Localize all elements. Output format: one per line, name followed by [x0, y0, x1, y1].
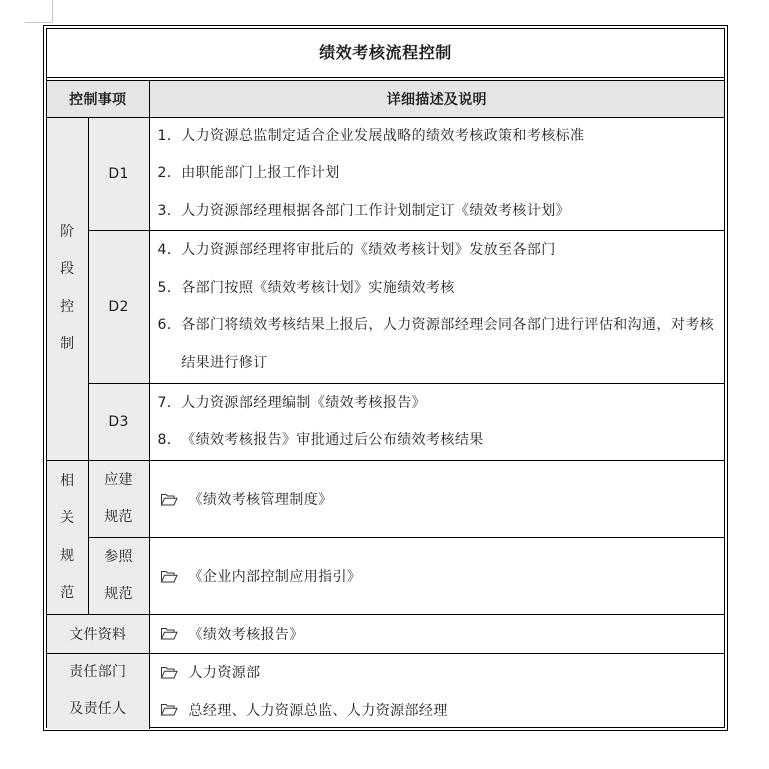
norm-type-label-line: 规范: [104, 586, 133, 602]
stage-control-label-char: 控: [60, 298, 75, 315]
step-item: [158, 270, 719, 308]
stage-control-label-char: 阶: [60, 223, 75, 240]
norm-type-label-line: 参照: [104, 548, 133, 565]
responsible-entry: [158, 691, 719, 729]
norm-detail[interactable]: [149, 461, 724, 538]
stage-detail-d2[interactable]: [149, 231, 724, 384]
responsibility-detail[interactable]: [149, 653, 724, 729]
control-table-body: [47, 81, 724, 729]
related-norms-label-char: 规: [60, 547, 75, 564]
stage-code-d1[interactable]: D1: [88, 117, 149, 231]
process-control-table: [43, 25, 728, 731]
documents-detail[interactable]: [149, 615, 724, 654]
stage-code-d2[interactable]: D2: [88, 231, 149, 384]
step-item: [158, 193, 719, 231]
stage-detail-d3[interactable]: [149, 384, 724, 461]
folder-icon: [158, 493, 189, 506]
header-control-item[interactable]: 控制事项: [47, 81, 149, 117]
step-item: [158, 155, 719, 193]
stage-row-d1: [47, 117, 724, 231]
documents-row: [47, 615, 724, 654]
related-norms-label-char: 关: [60, 510, 75, 526]
folder-icon: [158, 666, 189, 679]
step-number: 4．: [157, 242, 182, 258]
step-text: 人力资源部经理编制《绩效考核报告》: [181, 394, 427, 411]
norm-entry: [158, 557, 719, 595]
norm-type-label[interactable]: [88, 538, 149, 615]
header-row: [47, 81, 724, 117]
stage-control-label[interactable]: [47, 117, 88, 461]
responsible-entry: [158, 654, 719, 692]
step-text: 由职能部门上报工作计划: [181, 165, 340, 181]
stage-control-label-char: 制: [60, 336, 75, 353]
step-text: 人力资源部经理根据各部门工作计划制定订《绩效考核计划》: [181, 202, 571, 219]
responsibility-row: [47, 653, 724, 729]
related-norms-label-char: 范: [60, 585, 75, 601]
norm-type-label[interactable]: [88, 461, 149, 538]
folder-icon: [158, 570, 189, 583]
step-text: 各部门按照《绩效考核计划》实施绩效考核: [181, 279, 455, 296]
stage-row-d2: [47, 231, 724, 384]
step-number: 8．: [157, 432, 182, 448]
step-item: [158, 307, 719, 382]
step-text: 人力资源部经理将审批后的《绩效考核计划》发放至各部门: [181, 242, 556, 258]
step-number: 3．: [157, 202, 182, 219]
step-number: 5．: [157, 279, 182, 296]
norm-entry-text: 《绩效考核管理制度》: [188, 492, 333, 508]
folder-icon: [158, 703, 189, 716]
folder-icon: [158, 627, 189, 640]
responsibility-label[interactable]: [47, 653, 149, 729]
responsible-entry-text: 人力资源部: [188, 665, 261, 682]
document-entry: [158, 615, 719, 653]
step-item: [158, 385, 719, 423]
header-detail[interactable]: 详细描述及说明: [149, 81, 724, 117]
norm-row-to-build: [47, 461, 724, 538]
responsible-entry-text: 总经理、人力资源总监、人力资源部经理: [188, 702, 448, 719]
stage-detail-d1[interactable]: [149, 117, 724, 231]
norm-type-label-line: 规范: [104, 509, 133, 525]
norm-type-label-line: 应建: [104, 471, 133, 488]
responsibility-label-line: 责任部门: [69, 663, 127, 680]
table-title[interactable]: 绩效考核流程控制: [47, 29, 724, 81]
step-item: [158, 118, 719, 156]
step-text: 各部门将绩效考核结果上报后，人力资源部经理会同各部门进行评估和沟通，对考核结果进行修订: [181, 317, 715, 371]
step-text: 《绩效考核报告》审批通过后公布绩效考核结果: [181, 432, 484, 448]
page-corner-mark-horizontal: [25, 22, 52, 23]
norm-entry-text: 《企业内部控制应用指引》: [188, 569, 362, 585]
document-entry-text: 《绩效考核报告》: [188, 626, 304, 643]
norm-detail[interactable]: [149, 538, 724, 615]
stage-control-label-char: 段: [60, 261, 75, 278]
step-item: [158, 422, 719, 460]
norm-entry: [158, 480, 719, 518]
step-number: 6．: [157, 317, 182, 333]
step-number: 2．: [157, 165, 182, 181]
step-item: [158, 232, 719, 270]
documents-label[interactable]: 文件资料: [47, 615, 149, 654]
responsibility-label-line: 及责任人: [69, 701, 127, 717]
step-number: 7．: [157, 394, 182, 411]
stage-row-d3: [47, 384, 724, 461]
norm-row-reference: [47, 538, 724, 615]
step-number: 1．: [157, 127, 182, 144]
step-text: 人力资源总监制定适合企业发展战略的绩效考核政策和考核标准: [181, 127, 585, 144]
related-norms-label-char: 相: [60, 472, 75, 489]
stage-code-d3[interactable]: D3: [88, 384, 149, 461]
page-corner-mark-vertical: [52, 0, 53, 22]
related-norms-label[interactable]: [47, 461, 88, 615]
